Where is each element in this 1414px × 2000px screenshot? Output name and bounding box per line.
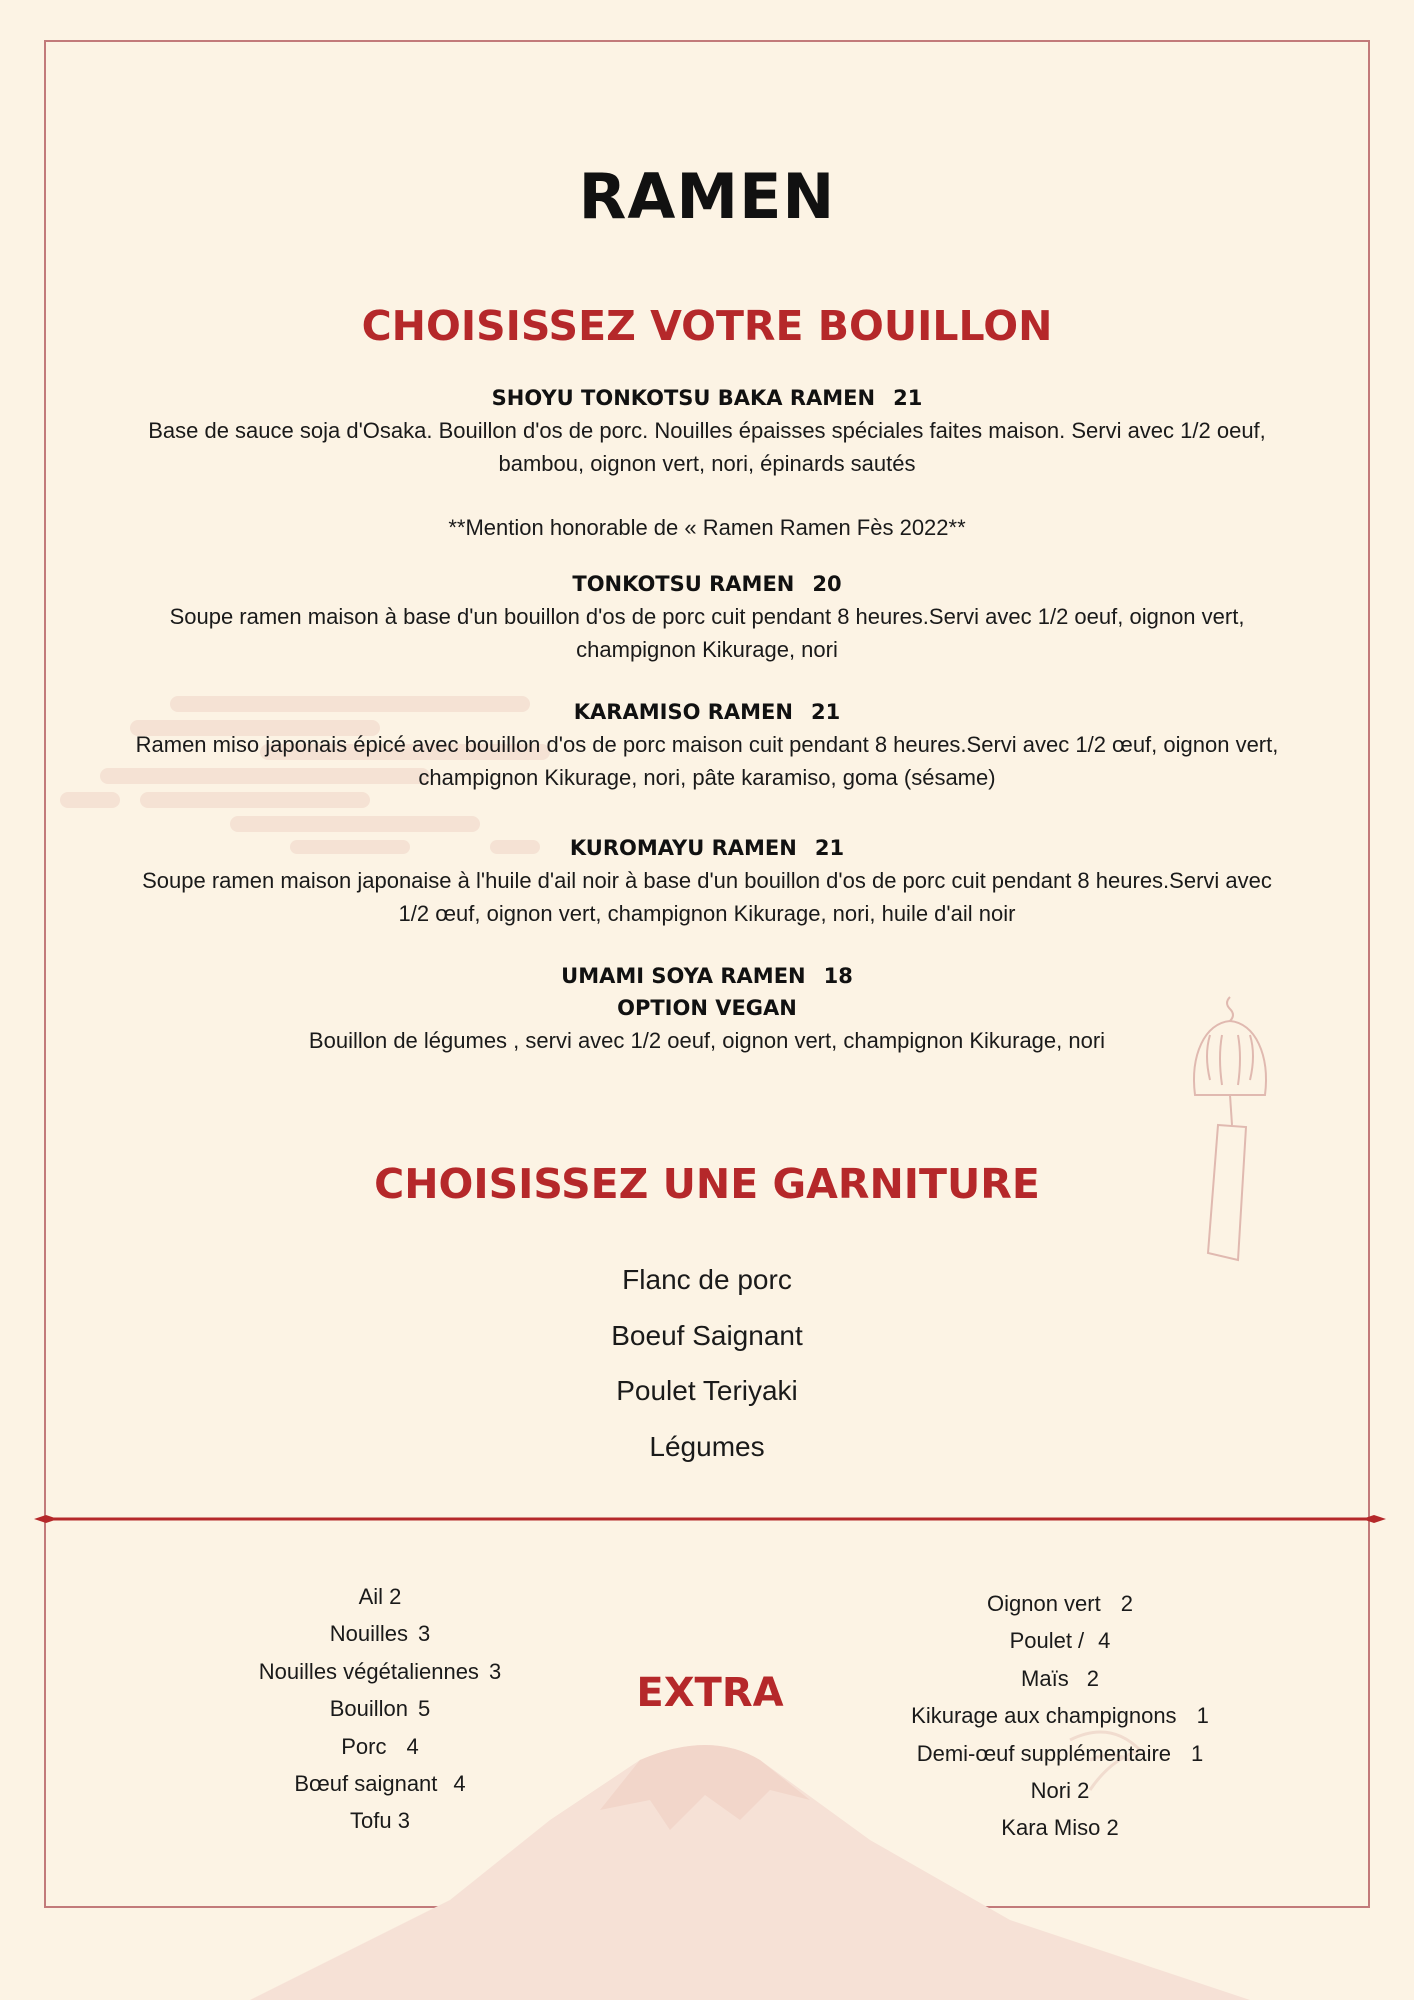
- extra-item-price: 4: [453, 1771, 466, 1797]
- extra-item-name: Ail: [358, 1584, 384, 1609]
- dish-description: Bouillon de légumes , servi avec 1/2 oeuf, oignon vert, champignon Kikurage, nori: [308, 1028, 1106, 1053]
- extra-item: [215, 1728, 545, 1765]
- dish-price: 21: [893, 386, 923, 410]
- dish-description: Soupe ramen maison à base d'un bouillon d'os de porc cuit pendant 8 heures.Servi avec 1/2 oeuf, oignon vert, champignon Kikurage, nori: [169, 604, 1245, 662]
- dish-kuromayu: [130, 832, 1284, 930]
- extra-item-name: Kara Miso: [1001, 1815, 1101, 1841]
- dish-name: SHOYU TONKOTSU BAKA RAMEN: [491, 386, 876, 410]
- extra-item-name: Demi-œuf supplémentaire: [916, 1740, 1172, 1766]
- extra-item-price: 2: [1086, 1665, 1099, 1691]
- extra-item-name: Nouilles végétaliennes: [258, 1658, 479, 1684]
- dish-name: KUROMAYU RAMEN: [569, 836, 797, 860]
- extra-item: [870, 1697, 1250, 1734]
- extra-item-name: Bœuf saignant: [294, 1771, 438, 1797]
- topping-section-title: CHOISISSEZ UNE GARNITURE: [374, 1160, 1040, 1208]
- extra-item: [215, 1578, 545, 1615]
- dish-price: 18: [823, 964, 853, 988]
- extra-item-name: Oignon vert: [987, 1591, 1101, 1616]
- dish-karamiso: [130, 696, 1284, 794]
- dish-description: Ramen miso japonais épicé avec bouillon d'os de porc maison cuit pendant 8 heures.Servi avec 1/2 œuf, oignon vert, champignon Kikurage, nori, pâte karamiso, goma (sésame): [135, 732, 1279, 790]
- dish-price: 21: [814, 836, 845, 860]
- dish-subtitle: OPTION VEGAN: [617, 996, 797, 1020]
- extra-item-price: 5: [418, 1696, 431, 1722]
- topping-item: Poulet Teriyaki: [616, 1375, 798, 1406]
- extra-item-price: 3: [397, 1808, 410, 1834]
- dish-name: KARAMISO RAMEN: [573, 700, 793, 724]
- section-divider: [30, 1508, 1390, 1530]
- extra-item: [215, 1615, 545, 1652]
- extra-item: [870, 1772, 1250, 1809]
- broth-section-title: CHOISISSEZ VOTRE BOUILLON: [361, 302, 1053, 350]
- dish-umami-soya: [130, 960, 1284, 1057]
- extra-item-name: Bouillon: [329, 1696, 409, 1722]
- extra-item-name: Kikurage aux champignons: [911, 1703, 1177, 1729]
- extra-item: [215, 1690, 545, 1727]
- dish-name: TONKOTSU RAMEN: [572, 572, 795, 596]
- extra-item: [870, 1809, 1250, 1846]
- extra-item: [215, 1653, 545, 1690]
- extra-item-name: Nouilles: [329, 1621, 408, 1647]
- extra-item-price: 2: [389, 1584, 402, 1609]
- dish-description: Base de sauce soja d'Osaka. Bouillon d'os de porc. Nouilles épaisses spéciales faites maison. Servi avec 1/2 oeuf, bambou, oignon vert, nori, épinards sautés: [148, 418, 1266, 476]
- extra-item: [215, 1765, 545, 1802]
- dish-name: UMAMI SOYA RAMEN: [561, 964, 806, 988]
- extra-item-price: 3: [488, 1658, 502, 1684]
- extra-item-name: Nori: [1030, 1778, 1071, 1804]
- extra-item-price: 2: [1106, 1815, 1119, 1841]
- extra-item-name: Porc: [341, 1733, 387, 1759]
- dish-price: 20: [812, 572, 842, 596]
- extra-item-price: 3: [418, 1621, 431, 1647]
- dish-shoyu-tonkotsu: [130, 382, 1284, 544]
- dish-description: Soupe ramen maison japonaise à l'huile d'ail noir à base d'un bouillon d'os de porc cuit pendant 8 heures.Servi avec 1/2 œuf, oignon vert, champignon Kikurage, nori, huile d'ail noir: [142, 868, 1272, 926]
- extra-item: [870, 1660, 1250, 1697]
- extra-section-title: EXTRA: [636, 1670, 784, 1716]
- topping-list: [0, 1252, 1414, 1474]
- extra-item-price: 1: [1196, 1703, 1209, 1729]
- dish-tonkotsu: [130, 568, 1284, 666]
- extra-item: [215, 1802, 545, 1839]
- extra-item: [870, 1585, 1250, 1622]
- dish-note: **Mention honorable de « Ramen Ramen Fès 2022**: [448, 515, 966, 540]
- extra-item-name: Poulet /: [1009, 1628, 1085, 1654]
- dish-list: [130, 382, 1284, 1057]
- extra-item-price: 2: [1077, 1778, 1090, 1804]
- topping-item: Légumes: [649, 1430, 765, 1462]
- page-title: RAMEN: [578, 160, 836, 233]
- dish-price: 21: [810, 700, 841, 724]
- extra-item-name: Maïs: [1021, 1665, 1069, 1691]
- extra-item-price: 4: [1098, 1628, 1111, 1654]
- extra-list-left: [215, 1578, 545, 1840]
- extra-list-right: [870, 1585, 1250, 1847]
- extra-item-price: 1: [1191, 1740, 1204, 1766]
- extra-item-price: 4: [406, 1733, 419, 1759]
- extra-item-name: Tofu: [350, 1808, 392, 1834]
- extra-item-price: 2: [1120, 1591, 1133, 1616]
- extra-item: [870, 1622, 1250, 1659]
- extra-item: [870, 1735, 1250, 1772]
- topping-item: Boeuf Saignant: [611, 1319, 803, 1351]
- topping-item: Flanc de porc: [622, 1264, 792, 1295]
